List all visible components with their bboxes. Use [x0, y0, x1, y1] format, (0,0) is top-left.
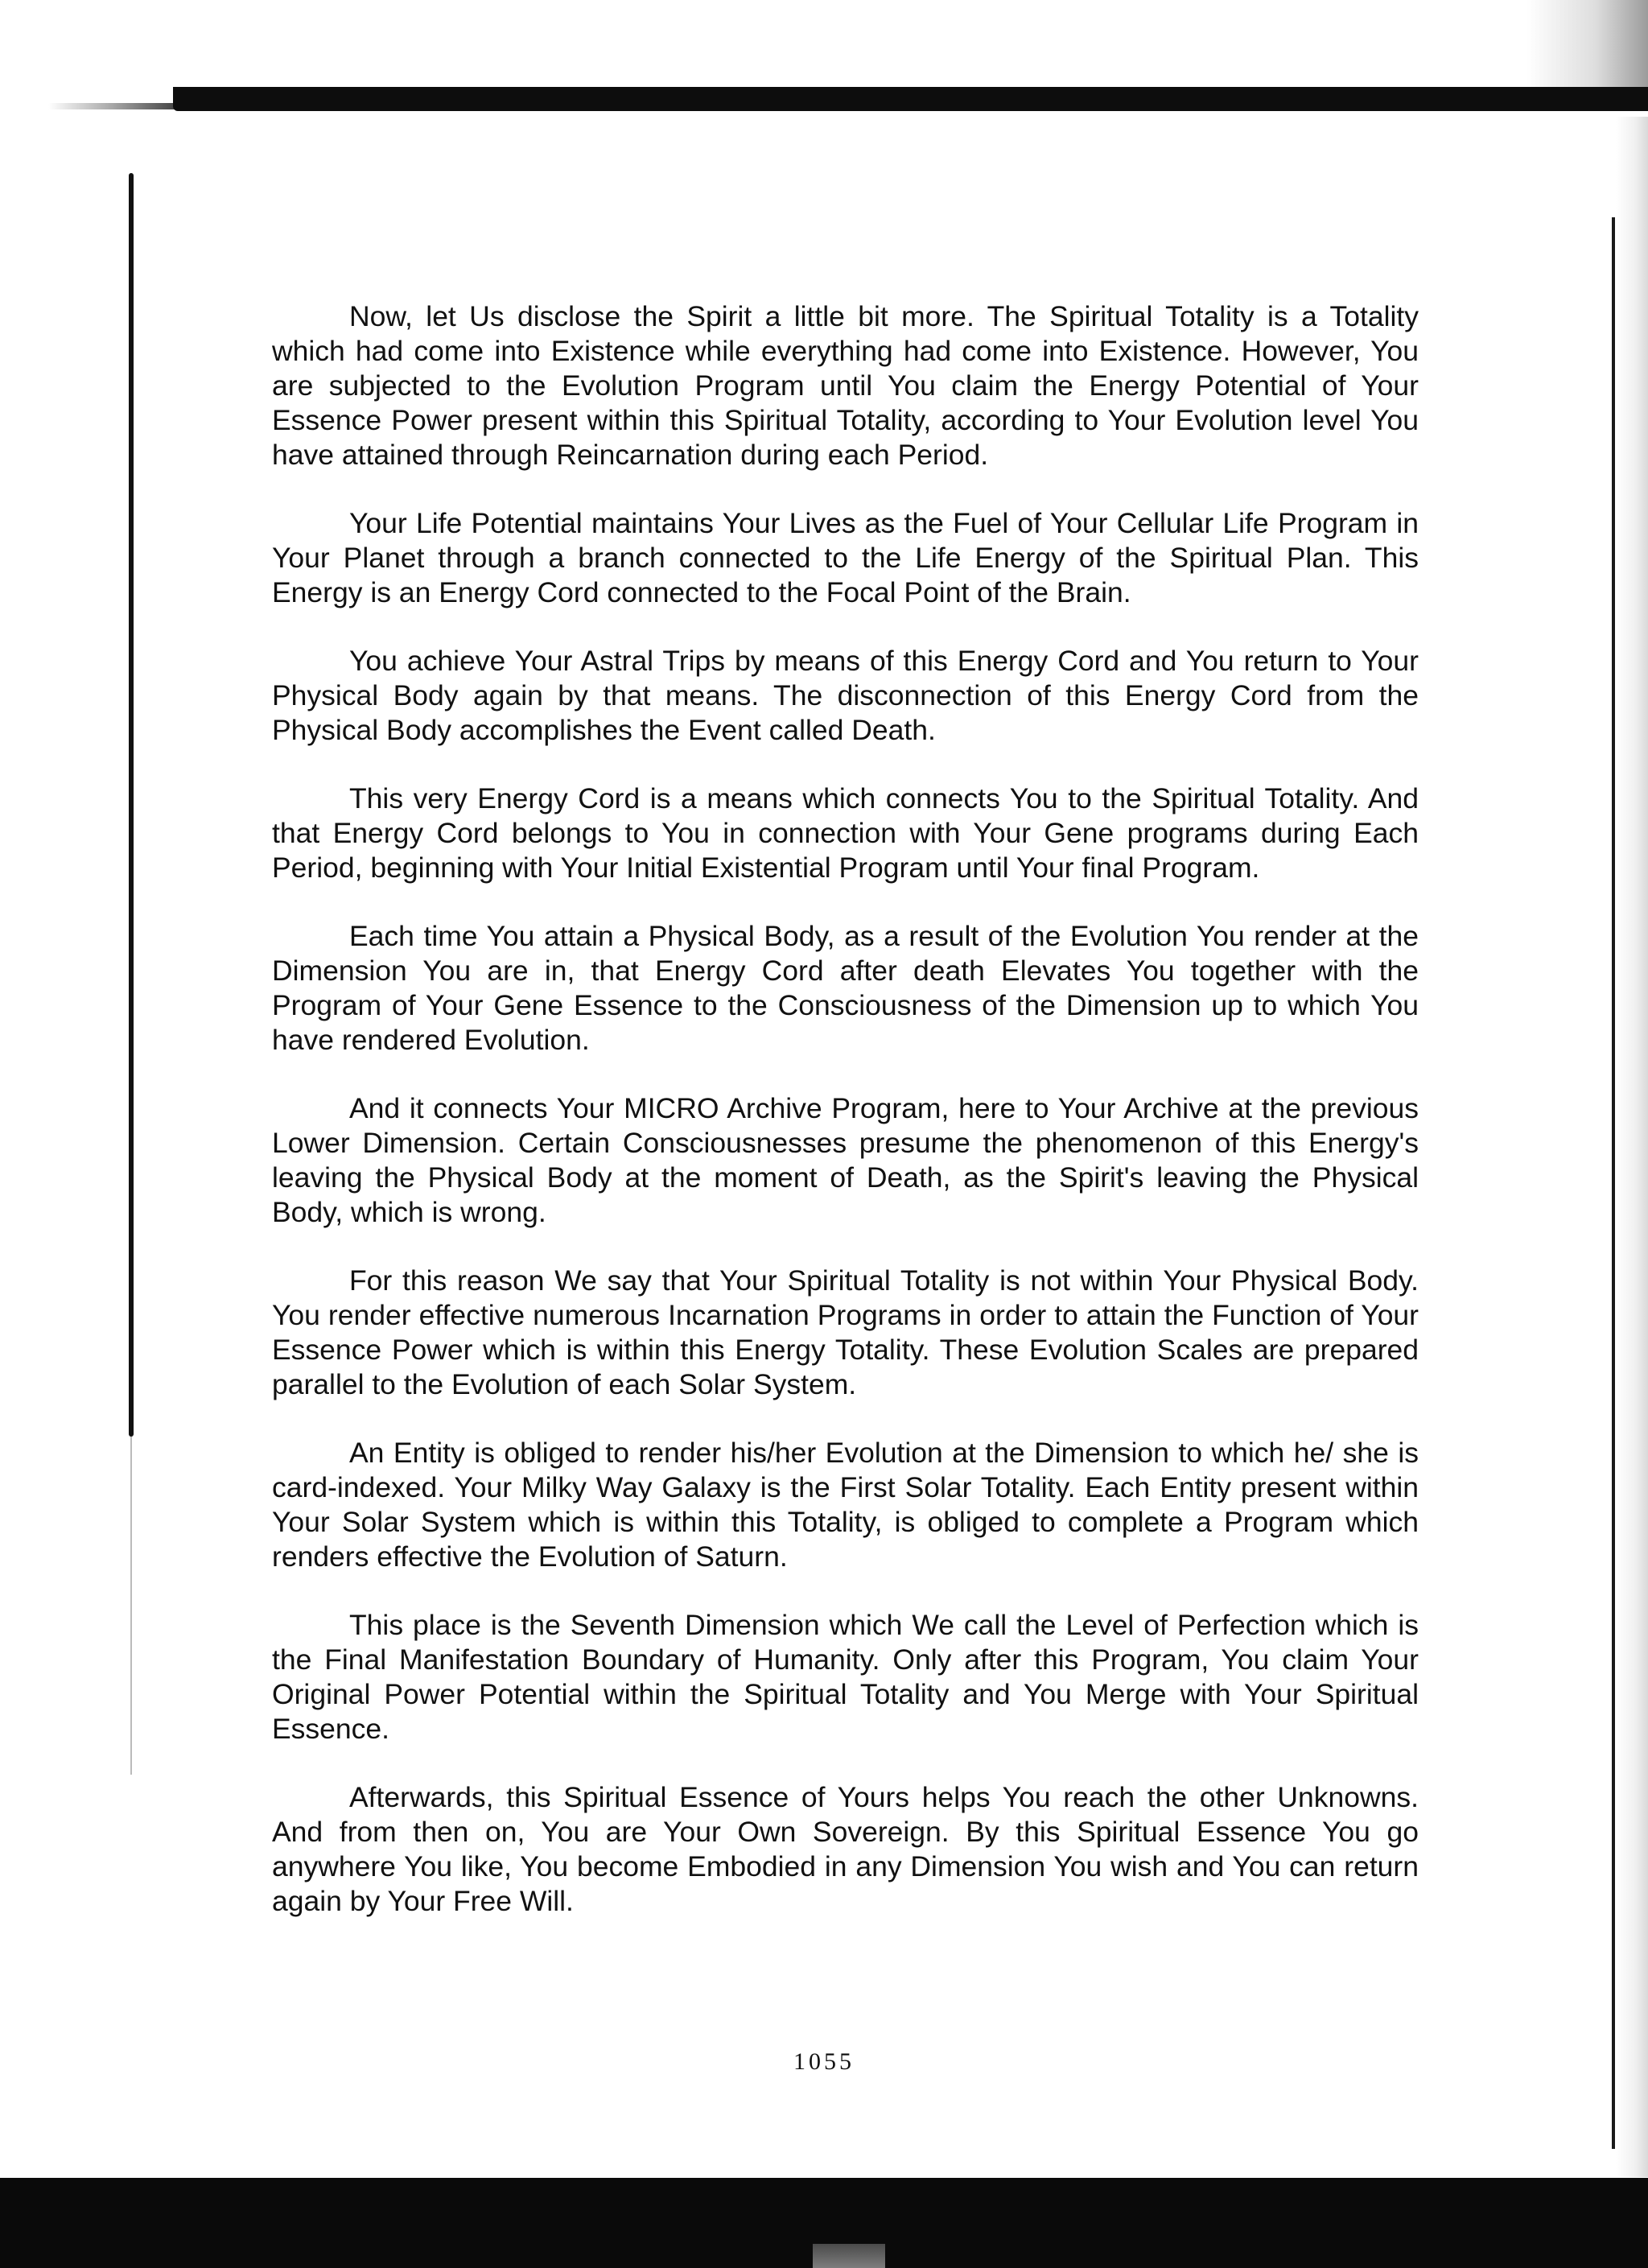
paragraph: Your Life Potential maintains Your Lives as the Fuel of Your Cellular Life Program in Your Planet through a branch connected to the Life Energy of the Spiritual Plan. This Energy is an Energy Cord connected to the Focal Point of the Brain.: [272, 507, 1419, 608]
paragraph: Each time You attain a Physical Body, as a result of the Evolution You render at the Dimension You are in, that Energy Cord after death Elevates You together with the Program of Your Gene Essence to the Consciousness of the Dimension up to which You have rendered Evolution.: [272, 920, 1419, 1056]
paragraph: This very Energy Cord is a means which connects You to the Spiritual Totality. And that Energy Cord belongs to You in connection with Your Gene programs during Each Period, beginning with Your Initial Existential Program until Your final Program.: [272, 782, 1419, 884]
paragraph: And it connects Your MICRO Archive Program, here to Your Archive at the previous Lower Dimension. Certain Consciousnesses presume the phenomenon of this Energy's leaving the Physical Body at the moment of Death, as the Spirit's leaving the Physical Body, which is wrong.: [272, 1092, 1419, 1228]
scan-artifact-right-edge: [1612, 217, 1615, 2149]
scan-artifact-left-edge: [129, 173, 134, 1437]
page-number: 1055: [793, 2048, 855, 2075]
scan-artifact-bottom-notch: [813, 2244, 885, 2268]
scan-artifact-top-band: [173, 87, 1648, 111]
paragraph: You achieve Your Astral Trips by means of this Energy Cord and You return to Your Physical Body again by that means. The disconnection of this Energy Cord from the Physical Body accomplishes the Event called Death.: [272, 645, 1419, 746]
scan-artifact-left-edge-faint: [130, 1437, 132, 1775]
paragraph: For this reason We say that Your Spiritual Totality is not within Your Physical Body. You render effective numerous Incarnation Programs in order to attain the Function of Your Essence Power which is within this Energy Totality. These Evolution Scales are prepared parallel to the Evolution of each Solar System.: [272, 1264, 1419, 1400]
body-text: [272, 299, 1419, 1953]
paragraph: Now, let Us disclose the Spirit a little bit more. The Spiritual Totality is a Totality which had come into Existence while everything had come into Existence. However, You are subjected to the Evolution Program until You claim the Energy Potential of Your Essence Power present within this Spiritual Totality, according to Your Evolution level You have attained through Reincarnation during each Period.: [272, 300, 1419, 471]
paragraph: This place is the Seventh Dimension which We call the Level of Perfection which is the Final Manifestation Boundary of Humanity. Only after this Program, You claim Your Original Power Potential within the Spiritual Totality and You Merge with Your Spiritual Essence.: [272, 1609, 1419, 1745]
scan-artifact-right-shade: [1616, 117, 1648, 2177]
scan-artifact-top-right: [1497, 0, 1648, 89]
paragraph: Afterwards, this Spiritual Essence of Yours helps You reach the other Unknowns. And from then on, You are Your Own Sovereign. By this Spiritual Essence You go anywhere You like, You become Embodied in any Dimension You wish and You can return again by Your Free Will.: [272, 1781, 1419, 1917]
paragraph: An Entity is obliged to render his/her Evolution at the Dimension to which he/ she is card-indexed. Your Milky Way Galaxy is the First Solar Totality. Each Entity present within Your Solar System which is within this Totality, is obliged to complete a Program which renders effective the Evolution of Saturn.: [272, 1437, 1419, 1573]
